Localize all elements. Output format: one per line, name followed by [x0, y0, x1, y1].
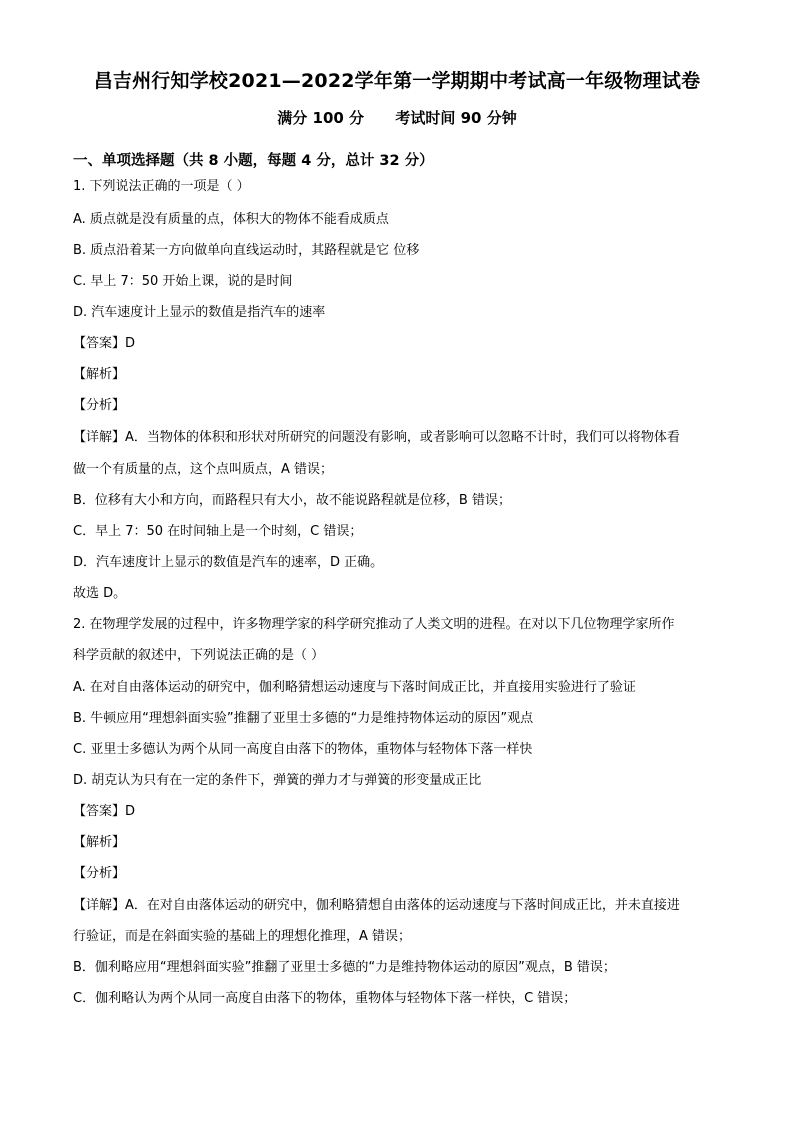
q2-detail-line: B．伽利略应用“理想斜面实验”推翻了亚里士多德的“力是维持物体运动的原因”观点，B 错误；: [73, 960, 616, 975]
q2-fenxi-label: 【分析】: [73, 866, 126, 881]
q1-detail-line: C．早上 7：50 在时间轴上是一个时刻，C 错误；: [73, 524, 363, 539]
q2-jiexi-label: 【解析】: [73, 835, 126, 850]
q1-stem: 1. 下列说法正确的一项是（ ）: [73, 179, 250, 194]
q2-detail-line: 【详解】A．在对自由落体运动的研究中，伽利略猜想自由落体的运动速度与下落时间成正比，并未直接进: [73, 898, 680, 913]
q1-option-b: B. 质点沿着某一方向做单向直线运动时，其路程就是它 位移: [73, 243, 420, 258]
q1-detail-line: 【详解】A．当物体的体积和形状对所研究的问题没有影响，或者影响可以忽略不计时，我们可以将物体看: [73, 430, 680, 445]
exam-title: 昌吉州行知学校2021—2022学年第一学期期中考试高一年级物理试卷: [93, 70, 701, 92]
q1-detail-line: D．汽车速度计上显示的数值是汽车的速率，D 正确。: [73, 555, 384, 570]
q1-fenxi-label: 【分析】: [73, 398, 126, 413]
q2-stem-line: 科学贡献的叙述中，下列说法正确的是（ ）: [73, 648, 325, 663]
section-heading: 一、单项选择题（共 8 小题，每题 4 分，总计 32 分）: [73, 153, 434, 169]
q2-detail-line: 行验证，而是在斜面实验的基础上的理想化推理，A 错误；: [73, 929, 412, 944]
q1-option-c: C. 早上 7：50 开始上课，说的是时间: [73, 274, 293, 289]
q2-stem-line: 2. 在物理学发展的过程中，许多物理学家的科学研究推动了人类文明的进程。在对以下几位物理学家所作: [73, 617, 675, 632]
q2-detail-line: C．伽利略认为两个从同一高度自由落下的物体，重物体与轻物体下落一样快，C 错误；: [73, 991, 577, 1006]
q2-option-c: C. 亚里士多德认为两个从同一高度自由落下的物体，重物体与轻物体下落一样快: [73, 742, 533, 757]
q1-detail-line: 故选 D。: [73, 586, 127, 601]
q1-option-a: A. 质点就是没有质量的点，体积大的物体不能看成质点: [73, 212, 389, 227]
q2-answer: 【答案】D: [73, 804, 136, 819]
exam-subtitle: 满分 100 分 考试时间 90 分钟: [277, 109, 517, 127]
q2-option-b: B. 牛顿应用“理想斜面实验”推翻了亚里士多德的“力是维持物体运动的原因”观点: [73, 711, 534, 726]
q1-option-d: D. 汽车速度计上显示的数值是指汽车的速率: [73, 305, 326, 320]
q1-answer: 【答案】D: [73, 336, 136, 351]
q1-detail-line: 做一个有质量的点，这个点叫质点，A 错误；: [73, 462, 334, 477]
q1-detail-line: B．位移有大小和方向，而路程只有大小，故不能说路程就是位移，B 错误；: [73, 493, 511, 508]
q1-jiexi-label: 【解析】: [73, 367, 126, 382]
q2-option-a: A. 在对自由落体运动的研究中，伽利略猜想运动速度与下落时间成正比，并直接用实验进行了验证: [73, 680, 636, 695]
q2-option-d: D. 胡克认为只有在一定的条件下，弹簧的弹力才与弹簧的形变量成正比: [73, 773, 482, 788]
